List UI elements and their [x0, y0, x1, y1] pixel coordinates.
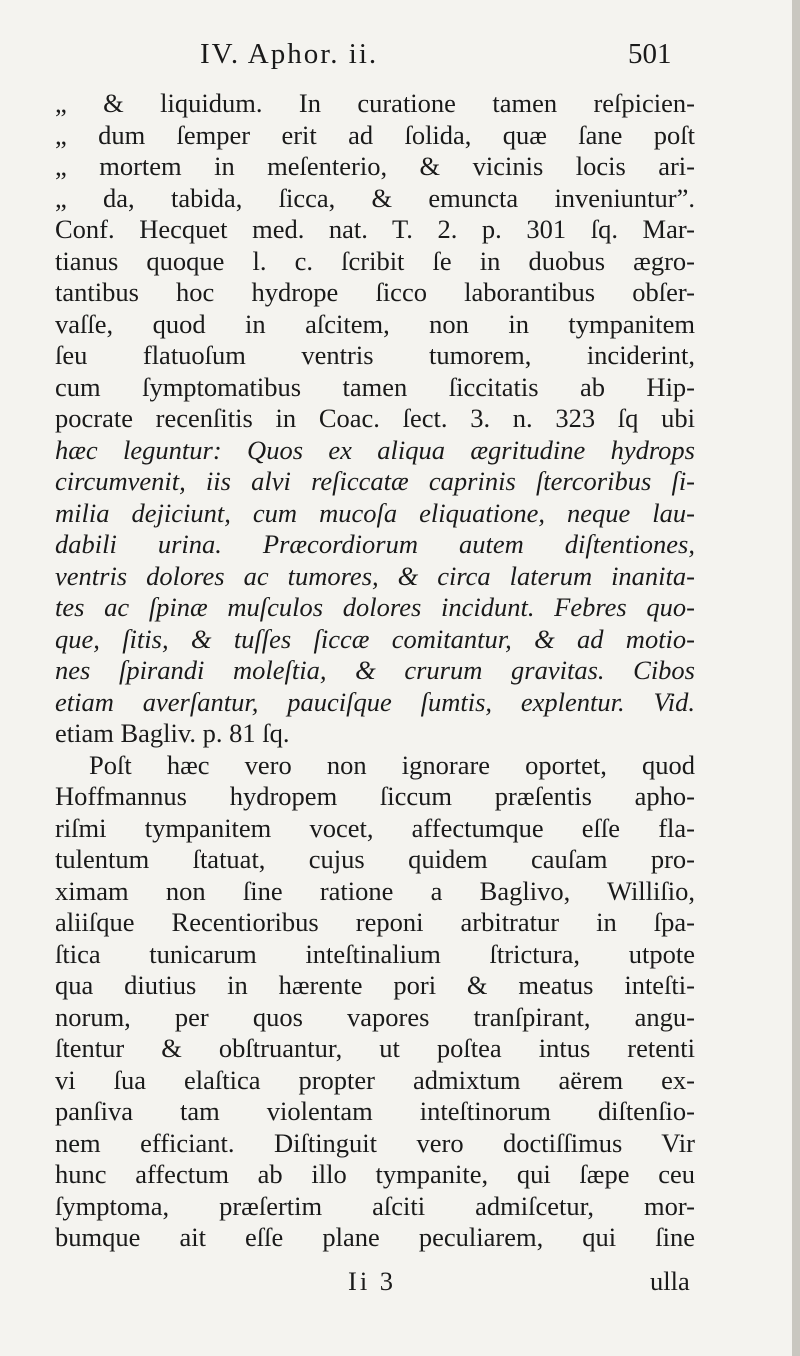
text-line: riſmi tympanitem vocet, affectumque eſſe fla-	[55, 812, 695, 843]
paragraph-start-line: Poſt hæc vero non ignorare oportet, quod	[89, 749, 695, 780]
text-line: „ dum ſemper erit ad ſolida, quæ ſane poſt	[55, 119, 695, 150]
text-line: tantibus hoc hydrope ſicco laborantibus obſer-	[55, 277, 695, 307]
text-line: ſymptoma, præſertim aſciti admiſcetur, mor-	[55, 1190, 695, 1221]
text-line: Conf. Hecquet med. nat. T. 2. p. 301 ſq. Mar-	[55, 214, 695, 244]
text-line: cum ſymptomatibus tamen ſiccitatis ab Hip-	[55, 371, 695, 402]
text-line-italic: dabili urina. Præcordiorum autem diſtentiones,	[55, 529, 695, 559]
page-footer	[0, 1266, 800, 1306]
text-line: norum, per quos vapores tranſpirant, angu-	[55, 1001, 695, 1032]
text-line-italic: etiam averſantur, pauciſque ſumtis, explentur. Vid.	[55, 686, 695, 717]
text-line: vaſſe, quod in aſcitem, non in tympanitem	[55, 308, 695, 339]
text-line: ſtica tunicarum inteſtinalium ſtrictura, utpote	[55, 938, 695, 969]
text-line: pocrate recenſitis in Coac. ſect. 3. n. 323 ſq ubi	[55, 403, 695, 433]
text-line-italic: que, ſitis, & tuſſes ſiccæ comitantur, & ad motio-	[55, 623, 695, 654]
page-header	[0, 28, 800, 88]
text-line-italic: nes ſpirandi moleſtia, & crurum gravitas. Cibos	[55, 655, 695, 685]
text-line-italic: circumvenit, iis alvi reſiccatæ caprinis ſtercoribus ſi-	[55, 466, 695, 496]
text-line: „ & liquidum. In curatione tamen reſpicien-	[55, 88, 695, 118]
text-line: Hoffmannus hydropem ſiccum præſentis apho-	[55, 781, 695, 811]
text-line-italic: ventris dolores ac tumores, & circa laterum inanita-	[55, 560, 695, 591]
text-line: tianus quoque l. c. ſcribit ſe in duobus ægro-	[55, 245, 695, 276]
text-line: „ mortem in meſenterio, & vicinis locis ari-	[55, 151, 695, 181]
page-edge	[792, 0, 800, 1356]
text-line-italic: tes ac ſpinæ muſculos dolores incidunt. Febres quo-	[55, 592, 695, 622]
signature-mark: Ii 3	[348, 1266, 397, 1296]
text-line: tulentum ſtatuat, cujus quidem cauſam pro-	[55, 844, 695, 874]
text-line: panſiva tam violentam inteſtinorum diſtenſio-	[55, 1096, 695, 1126]
text-line-italic: hæc leguntur: Quos ex aliqua ægritudine hydrops	[55, 434, 695, 465]
text-line-italic: milia dejiciunt, cum mucoſa eliquatione, neque lau-	[55, 497, 695, 528]
text-line: „ da, tabida, ſicca, & emuncta inveniuntur”.	[55, 182, 695, 213]
text-line: etiam Bagliv. p. 81 ſq.	[55, 718, 290, 748]
text-line: nem efficiant. Diſtinguit vero doctiſſimus Vir	[55, 1127, 695, 1158]
text-line: vi ſua elaſtica propter admixtum aërem ex-	[55, 1064, 695, 1095]
page-number: 501	[628, 38, 672, 70]
body-text	[55, 88, 695, 1254]
text-line: qua diutius in hærente pori & meatus inteſti-	[55, 970, 695, 1000]
text-line: hunc affectum ab illo tympanite, qui ſæpe ceu	[55, 1159, 695, 1189]
text-line: ſtentur & obſtruantur, ut poſtea intus retenti	[55, 1033, 695, 1063]
text-line: aliiſque Recentioribus reponi arbitratur in ſpa-	[55, 907, 695, 937]
text-line: ximam non ſine ratione a Baglivo, Williſio,	[55, 875, 695, 906]
catchword: ulla	[650, 1266, 690, 1296]
text-line: bumque ait eſſe plane peculiarem, qui ſine	[55, 1222, 695, 1252]
text-line: ſeu flatuoſum ventris tumorem, inciderint,	[55, 340, 695, 370]
running-head: IV. Aphor. ii.	[200, 38, 379, 70]
